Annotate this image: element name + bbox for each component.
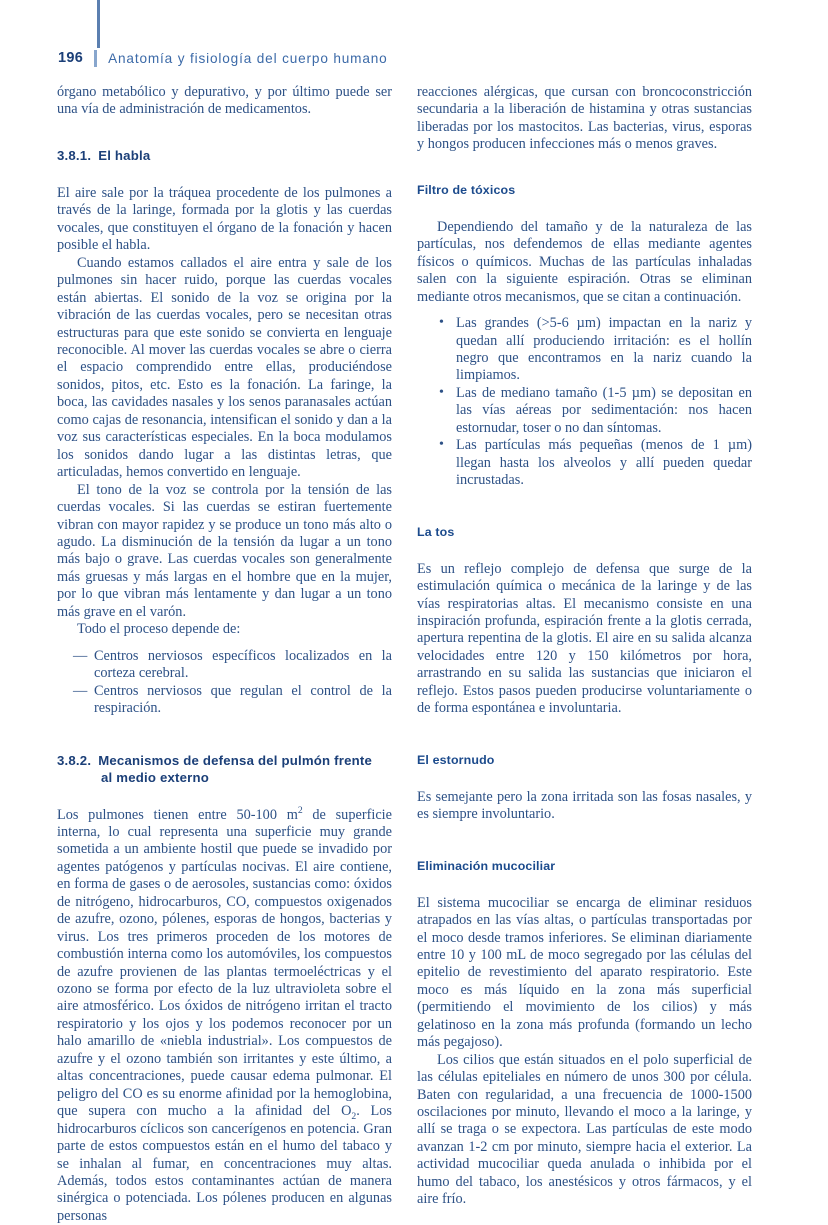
running-title: Anatomía y fisiología del cuerpo humano (108, 51, 388, 66)
paragraph-el-estornudo: Es semejante pero la zona irritada son las fosas nasales, y es siempre involuntario. (417, 789, 752, 824)
subheading-eliminacion-mucociliar: Eliminación mucociliar (417, 858, 752, 874)
paragraph-defensa-part-b: de superficie interna, lo cual representa una superficie muy grande sometida a un ambiente hostil que puede se invadido por agentes patógenos y partículas nocivas. El aire contiene, en forma de gases o de aerosoles, sustancias como: óxidos de nitrógeno, hidrocarburos, CO, compuestos oxigenados de azufre, ozono, pólenes, esporas de hongos, bacterias y virus. Los tres primeros proceden de los motores de combustión interna como los automóviles, los compuestos de azufre provienen de las plantas termoeléctricas y el ozono se forma por efecto de la luz ultravioleta sobre el aire atmosférico. Los óxidos de nitrógeno irritan el tracto respiratorio y los ojos y los podemos reconocer por un halo amarillo de «niebla industrial». Los compuestos de azufre y el ozono también son irritantes y este último, a altas concentraciones, puede causar edema pulmonar. El peligro del CO es su enorme afinidad por la hemoglobina, que supera con mucho a la afinidad del O (57, 807, 392, 1120)
heading-3-8-1-number: 3.8.1. (57, 148, 91, 163)
em-dash-marker: — (73, 683, 87, 700)
running-head-divider (94, 50, 97, 67)
superscript-square: 2 (298, 805, 303, 816)
subscript-two: 2 (351, 1111, 356, 1122)
list-item-text: Centros nerviosos específicos localizados en la corteza cerebral. (94, 648, 392, 681)
list-item (432, 437, 752, 489)
list-item (432, 315, 752, 385)
heading-3-8-2-number: 3.8.2. (57, 753, 91, 768)
paragraph-mucociliar-2: Los cilios que están situados en el polo superficial de las células epiteliales en número de unos 300 por célula. Baten con regularidad, a una frecuencia de 1000-1500 oscilaciones por minuto, llevando el moco a la laringe, y allí se traga o se expectora. Las partículas de este modo avanzan 1-2 cm por minuto, siempre hacia el exterior. La actividad mucociliar queda anulada o inhibida por el humo del tabaco, los anestésicos y otros fármacos, y el aire frío. (417, 1052, 752, 1209)
paragraph-defensa-part-a: Los pulmones tienen entre 50-100 m (57, 807, 298, 823)
paragraph-filtro: Dependiendo del tamaño y de la naturaleza de las partículas, nos defendemos de ellas mediante agentes físicos o químicos. Muchas de las partículas inhaladas salen con la siguiente espiración. Otras se eliminan mediante otros mecanismos, que se citan a continuación. (417, 219, 752, 306)
right-column (417, 84, 752, 1209)
paragraph-habla-3: El tono de la voz se controla por la tensión de las cuerdas vocales. Si las cuerdas se estiran fuertemente vibran con mayor rapidez y se produce un tono más alto o agudo. La disminución de la tensión da lugar a un tono más bajo o grave. Las cuerdas vocales son generalmente más gruesas y más largas en el hombre que en la mujer, por lo que vibran más lentamente y dan lugar a un tono más grave en el varón. (57, 482, 392, 622)
spacer (417, 718, 752, 752)
bullet-list-particulas (417, 315, 752, 490)
list-item-text: Las grandes (>5-6 µm) impactan en la nariz y quedan allí produciendo irritación: es el hollín negro que encontramos en la nariz cuando la limpiamos. (456, 315, 752, 383)
spacer (417, 154, 752, 182)
continued-paragraph-right: reacciones alérgicas, que cursan con broncoconstricción secundaria a la liberación de histamina y otras sustancias liberadas por los mastocitos. Las bacterias, virus, esporas y hongos producen infecciones más o menos graves. (417, 84, 752, 154)
spacer (417, 540, 752, 561)
spacer (417, 198, 752, 219)
em-dash-marker: — (73, 648, 87, 665)
spacer (417, 768, 752, 789)
running-head (58, 46, 758, 70)
list-item (432, 385, 752, 437)
list-item-text: Las de mediano tamaño (1-5 µm) se depositan en las vías aéreas por sedimentación: nos hacen estornudar, toser o no dan síntomas. (456, 385, 752, 436)
spacer (57, 786, 392, 807)
left-column (57, 84, 392, 1225)
page-top-rule (97, 0, 100, 48)
spacer (417, 824, 752, 858)
dash-list-habla (57, 648, 392, 718)
paragraph-defensa-1 (57, 807, 392, 1225)
list-item-text: Las partículas más pequeñas (menos de 1 µm) llegan hasta los alveolos y allí pueden quedar incrustadas. (456, 437, 752, 488)
spacer (57, 119, 392, 147)
heading-3-8-2 (57, 752, 392, 786)
continued-paragraph-left: órgano metabólico y depurativo, y por último puede ser una vía de administración de medicamentos. (57, 84, 392, 119)
subheading-el-estornudo: El estornudo (417, 752, 752, 768)
bullet-icon: • (439, 384, 444, 401)
spacer (417, 306, 752, 315)
spacer (417, 874, 752, 895)
spacer (57, 639, 392, 648)
paragraph-mucociliar-1: El sistema mucociliar se encarga de eliminar residuos atrapados en las vías altas, o partículas transportadas por el moco desde tramos inferiores. Se eliminan diariamente entre 10 y 100 mL de moco segregado por las células del epitelio de revestimiento del aparato respiratorio. Este moco es más líquido en la zona más superficial (permitiendo el movimiento de los cilios) y más gelatinoso en la zona más profunda (formando un lecho más pegajoso). (417, 895, 752, 1052)
paragraph-defensa-part-c: . Los hidrocarburos cíclicos son cancerígenos en potencia. Gran parte de estos compuestos están en el humo del tabaco y se inhalan al fumar, en concentraciones muy altas. Además, todos estos contaminantes actúan de manera sinérgica o potenciada. Los pólenes producen en algunas personas (57, 1103, 392, 1224)
paragraph-habla-4: Todo el proceso depende de: (57, 621, 392, 638)
list-item-text: Centros nerviosos que regulan el control de la respiración. (94, 683, 392, 716)
heading-3-8-1 (57, 147, 392, 164)
spacer (417, 490, 752, 524)
list-item (57, 648, 392, 683)
list-item (57, 683, 392, 718)
paragraph-la-tos: Es un reflejo complejo de defensa que surge de la estimulación química o mecánica de la laringe y de las vías respiratorias altas. El mecanismo consiste en una inspiración profunda, espiración frente a la glotis cerrada, apertura repentina de la glotis. El aire en su salida alcanza velocidades entre 120 y 150 kilómetros por hora, arrastrando en su salida las sustancias que iniciaron el reflejo. Estos pasos pueden producirse voluntariamente o de forma espontánea e involuntaria. (417, 561, 752, 718)
heading-3-8-2-title-line-2: al medio externo (57, 769, 392, 786)
page-number: 196 (58, 50, 83, 66)
subheading-la-tos: La tos (417, 524, 752, 540)
paragraph-habla-1: El aire sale por la tráquea procedente de los pulmones a través de la laringe, formada por la glotis y las cuerdas vocales, que constituyen el órgano de la fonación y hacen posible el habla. (57, 185, 392, 255)
spacer (57, 164, 392, 185)
subheading-filtro-de-toxicos: Filtro de tóxicos (417, 182, 752, 198)
bullet-icon: • (439, 436, 444, 453)
spacer (57, 718, 392, 752)
paragraph-habla-2: Cuando estamos callados el aire entra y sale de los pulmones sin hacer ruido, porque las cuerdas vocales están abiertas. El sonido de la voz se origina por la vibración de las cuerdas vocales, pero se necesitan otras estructuras para que este sonido se convierta en lenguaje reconocible. Al mover las cuerdas vocales se abre o cierra el espacio comprendido entre ellas, produciéndose sonidos, pitos, etc. Esto es la fonación. La faringe, la boca, las cavidades nasales y los senos paranasales actúan como cajas de resonancia, intensifican el sonido y dan a la voz sus características especiales. En la boca modulamos los sonidos dando lugar a las distintas letras, que articuladas, hemos convertido en lenguaje. (57, 255, 392, 482)
heading-3-8-1-title: El habla (98, 148, 150, 163)
bullet-icon: • (439, 314, 444, 331)
heading-3-8-2-title-line-1: Mecanismos de defensa del pulmón frente (98, 753, 372, 768)
